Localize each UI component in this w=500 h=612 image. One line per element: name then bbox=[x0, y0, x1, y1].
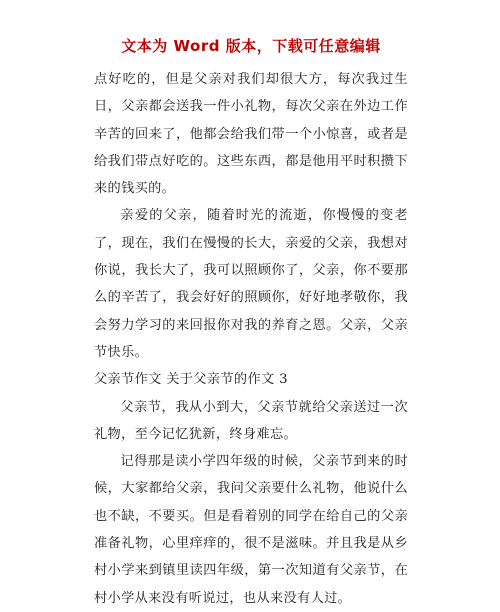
paragraph-message-to-father: 亲爱的父亲，随着时光的流逝，你慢慢的变老了，现在，我们在慢慢的长大，亲爱的父亲，我想对你说，我长大了，我可以照顾你了，父亲，你不要那么的辛苦了，我会好好的照顾你，好好地孝敬你，我会努力学习的来回报你对我的养育之恩。父亲，父亲节快乐。 bbox=[94, 208, 408, 360]
essay-heading: 父亲节作文 关于父亲节的作文 3 bbox=[94, 372, 288, 388]
paragraph-fourth-grade-story: 记得那是读小学四年级的时候，父亲节到来的时候，大家都给父亲，我问父亲要什么礼物，他说什么也不缺，不要买。但是看着别的同学在给自己的父亲准备礼物，心里痒痒的，很不是滋味。并且我是从乡村小学来到镇里读四年级，第一次知道有父亲节，在村小学从来没有听说过，也从来没有人过。 bbox=[94, 454, 408, 606]
paragraph-gifts-memory: 点好吃的，但是父亲对我们却很大方，每次我过生日，父亲都会送我一件小礼物，每次父亲在外边工作辛苦的回来了，他都会给我们带一个小惊喜，或者是给我们带点好吃的。这些东西，都是他用平时积攒下来的钱买的。 bbox=[94, 72, 408, 197]
edit-notice-banner: 文本为 Word 版本，下载可任意编辑 bbox=[121, 37, 381, 55]
paragraph-fathers-day-intro: 父亲节，我从小到大，父亲节就给父亲送过一次礼物，至今记忆犹新，终身难忘。 bbox=[94, 399, 408, 442]
document-body bbox=[94, 66, 408, 612]
